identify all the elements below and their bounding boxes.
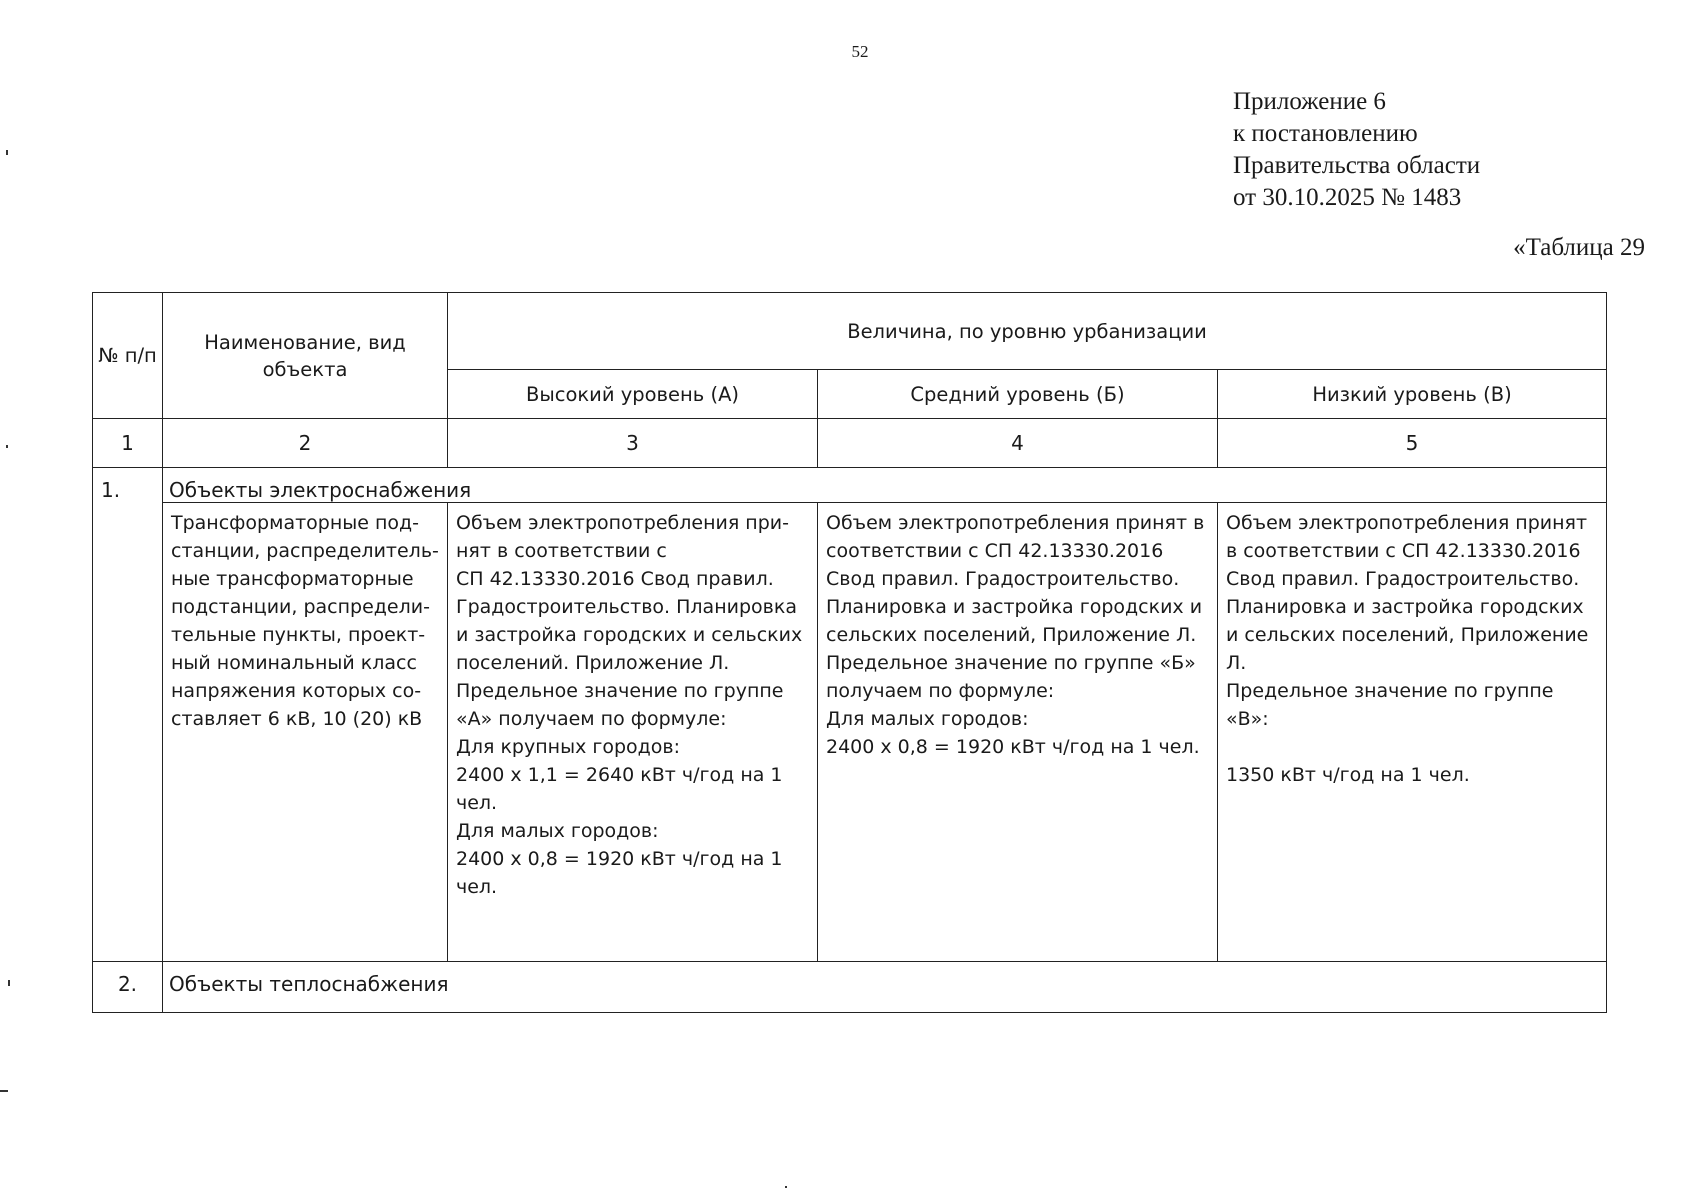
text-line: Предельное значение по группе — [456, 680, 784, 702]
text-line: 2400 x 0,8 = 1920 кВт ч/год на 1 чел. — [826, 736, 1200, 758]
numbering-row — [93, 419, 1607, 468]
appendix-line: Приложение 6 — [1233, 88, 1386, 115]
text-line: тельные пункты, проект- — [171, 624, 426, 646]
text-line: Объем электропотребления принят — [1226, 512, 1588, 534]
scan-margin-mark — [0, 1090, 8, 1092]
header-col-name: Наименование, вид объекта — [163, 293, 448, 419]
text-line: Свод правил. Градостроительство. — [1226, 568, 1580, 590]
text-line: напряжения которых со- — [171, 680, 422, 702]
text-line: Свод правил. Градостроительство. — [826, 568, 1180, 590]
table-row — [93, 503, 1607, 962]
text-line: Для крупных городов: — [456, 736, 681, 758]
scan-margin-mark — [8, 980, 10, 986]
text-line: ный номинальный класс — [171, 652, 417, 674]
text-line: поселений. Приложение Л. — [456, 652, 730, 674]
appendix-line: к постановлению — [1233, 120, 1418, 147]
header-col-mid: Средний уровень (Б) — [818, 370, 1218, 419]
text-line: Для малых городов: — [456, 820, 659, 842]
high-level-cell — [448, 503, 818, 962]
column-number: 5 — [1218, 419, 1607, 468]
text-line: и застройка городских и сельских — [456, 624, 803, 646]
text-line: Объем электропотребления при- — [456, 512, 789, 534]
text-line: Трансформаторные под- — [171, 512, 420, 534]
low-level-cell — [1218, 503, 1607, 962]
urbanization-table — [92, 292, 1607, 1013]
mid-level-cell — [818, 503, 1218, 962]
column-number: 4 — [818, 419, 1218, 468]
text-line: «А» получаем по формуле: — [456, 708, 727, 730]
text-line: в соответствии с СП 42.13330.2016 — [1226, 540, 1581, 562]
text-line: Планировка и застройка городских и — [826, 596, 1203, 618]
text-line: Планировка и застройка городских — [1226, 596, 1584, 618]
text-line: СП 42.13330.2016 Свод правил. — [456, 568, 774, 590]
column-number: 2 — [163, 419, 448, 468]
section-number: 2. — [93, 962, 163, 1013]
text-line: чел. — [456, 876, 498, 898]
page-number: 52 — [851, 42, 869, 61]
scan-margin-mark — [785, 1186, 787, 1188]
text-line: «В»: — [1226, 708, 1269, 730]
text-line: Предельное значение по группе «Б» — [826, 652, 1196, 674]
text-line: ставляет 6 кВ, 10 (20) кВ — [171, 708, 423, 730]
section-number: 1. — [93, 468, 163, 962]
text-line: станции, распределитель- — [171, 540, 439, 562]
header-row — [93, 293, 1607, 370]
text-line: 1350 кВт ч/год на 1 чел. — [1226, 764, 1470, 786]
section-row — [93, 962, 1607, 1013]
section-title: Объекты теплоснабжения — [163, 962, 1607, 1013]
header-col-num: № п/п — [93, 293, 163, 419]
text-line: получаем по формуле: — [826, 680, 1055, 702]
text-line: Предельное значение по группе — [1226, 680, 1554, 702]
scan-margin-mark — [6, 150, 8, 155]
column-number: 1 — [93, 419, 163, 468]
text-line: 2400 x 0,8 = 1920 кВт ч/год на 1 — [456, 848, 783, 870]
text-line: чел. — [456, 792, 498, 814]
table-caption: «Таблица 29 — [1513, 234, 1645, 261]
appendix-line: от 30.10.2025 № 1483 — [1233, 184, 1462, 211]
section-row — [93, 468, 1607, 503]
text-line: Для малых городов: — [826, 708, 1029, 730]
blank-line — [1226, 733, 1600, 761]
text-line: подстанции, распредели- — [171, 596, 430, 618]
text-line: сельских поселений, Приложение Л. — [826, 624, 1197, 646]
appendix-header — [1233, 86, 1480, 214]
header-col-low: Низкий уровень (В) — [1218, 370, 1607, 419]
section-title: Объекты электроснабжения — [163, 468, 1607, 503]
text-line: Объем электропотребления принят в — [826, 512, 1205, 534]
text-line: и сельских поселений, Приложение — [1226, 624, 1589, 646]
appendix-line: Правительства области — [1233, 152, 1481, 179]
header-group: Величина, по уровню урбанизации — [448, 293, 1607, 370]
text-line: Л. — [1226, 652, 1247, 674]
text-line: Градостроительство. Планировка — [456, 596, 797, 618]
scan-margin-mark — [6, 445, 8, 448]
text-line: 2400 x 1,1 = 2640 кВт ч/год на 1 — [456, 764, 783, 786]
text-line: нят в соответствии с — [456, 540, 667, 562]
object-name-cell — [163, 503, 448, 962]
text-line: ные трансформаторные — [171, 568, 414, 590]
header-col-high: Высокий уровень (А) — [448, 370, 818, 419]
column-number: 3 — [448, 419, 818, 468]
text-line: соответствии с СП 42.13330.2016 — [826, 540, 1164, 562]
